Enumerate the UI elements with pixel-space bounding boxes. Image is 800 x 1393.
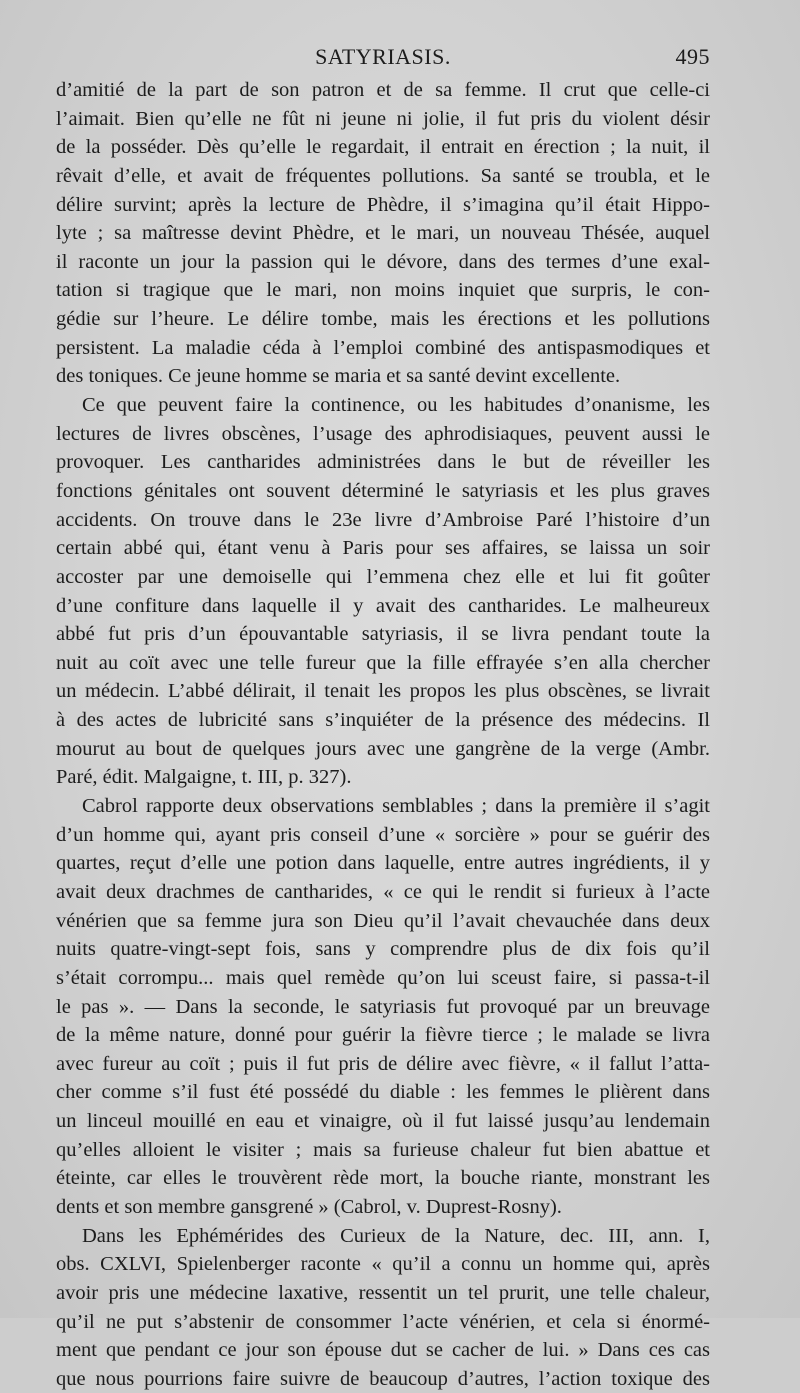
text-line: mourut au bout de quelques jours avec une gangrène de la verge (Ambr. bbox=[56, 737, 710, 760]
text-line: Cabrol rapporte deux observations semblables ; dans la première il s’agit bbox=[82, 795, 710, 818]
text-line: le pas ». — Dans la seconde, le satyriasis fut provoqué par un breuvage bbox=[56, 995, 710, 1018]
text-line: provoquer. Les cantharides administrées dans le but de réveiller les bbox=[56, 451, 710, 474]
text-line: d’un homme qui, ayant pris conseil d’une « sorcière » pour se guérir des bbox=[56, 823, 710, 846]
text-line: fonctions génitales ont souvent déterminé le satyriasis et les plus graves bbox=[56, 479, 710, 502]
text-line: Ce que peuvent faire la continence, ou les habitudes d’onanisme, les bbox=[82, 394, 710, 417]
text-line: un médecin. L’abbé délirait, il tenait les propos les plus obscènes, se livrait bbox=[56, 680, 710, 703]
running-header bbox=[56, 38, 710, 72]
text-line: lectures de livres obscènes, l’usage des aphrodisiaques, peuvent aussi le bbox=[56, 422, 710, 445]
body-text bbox=[56, 76, 710, 1393]
text-line: avait deux drachmes de cantharides, « ce qui le rendit si furieux à l’acte bbox=[56, 880, 710, 903]
text-line: persistent. La maladie céda à l’emploi combiné des antispasmodiques et bbox=[56, 336, 710, 359]
text-line: éteinte, car elles le trouvèrent rède mort, la bouche riante, monstrant les bbox=[56, 1167, 710, 1190]
text-line: de la même nature, donné pour guérir la fièvre tierce ; le malade se livra bbox=[56, 1024, 710, 1047]
text-line: à des actes de lubricité sans s’inquiéter de la présence des médecins. Il bbox=[56, 709, 710, 732]
text-line: accidents. On trouve dans le 23e livre d’Ambroise Paré l’histoire d’un bbox=[56, 508, 710, 531]
text-line: vénérien que sa femme jura son Dieu qu’il l’avait chevauchée dans deux bbox=[56, 909, 710, 932]
text-line: ment que pendant ce jour son épouse dut se cacher de lui. » Dans ces cas bbox=[56, 1339, 710, 1362]
text-line: avec fureur au coït ; puis il fut pris de délire avec fièvre, « il fallut l’atta- bbox=[56, 1052, 710, 1075]
page-number: 495 bbox=[675, 44, 710, 69]
text-line: tation si tragique que le mari, non moins inquiet que surpris, le con- bbox=[56, 279, 710, 302]
text-line: nuit au coït avec une telle fureur que la fille effrayée s’en alla chercher bbox=[56, 651, 710, 674]
text-line: un linceul mouillé en eau et vinaigre, où il fut laissé jusqu’au lendemain bbox=[56, 1110, 710, 1133]
text-line: avoir pris une médecine laxative, ressentit un tel prurit, une telle chaleur, bbox=[56, 1281, 710, 1304]
text-line: abbé fut pris d’un épouvantable satyriasis, il se livra pendant toute la bbox=[56, 623, 710, 646]
text-line: dents et son membre gansgrené » (Cabrol, v. Duprest-Rosny). bbox=[56, 1195, 562, 1218]
text-line: de la posséder. Dès qu’elle le regardait, il entrait en érection ; la nuit, il bbox=[56, 136, 710, 159]
text-line: Paré, édit. Malgaigne, t. III, p. 327). bbox=[56, 766, 352, 789]
text-line: gédie sur l’heure. Le délire tombe, mais les érections et les pollutions bbox=[56, 308, 710, 331]
text-line: l’aimait. Bien qu’elle ne fût ni jeune ni jolie, il fut pris du violent désir bbox=[56, 107, 710, 130]
text-line: qu’il ne put s’abstenir de consommer l’acte vénérien, et cela si énormé- bbox=[56, 1310, 710, 1333]
text-line: d’amitié de la part de son patron et de sa femme. Il crut que celle-ci bbox=[56, 79, 710, 101]
text-line: accoster par une demoiselle qui l’emmena chez elle et lui fit goûter bbox=[56, 565, 710, 588]
text-line: obs. CXLVI, Spielenberger raconte « qu’il a connu un homme qui, après bbox=[56, 1253, 710, 1276]
text-line: qu’elles alloient le visiter ; mais sa furieuse chaleur fut bien abattue et bbox=[56, 1138, 710, 1161]
text-line: que nous pourrions faire suivre de beaucoup d’autres, l’action toxique des bbox=[56, 1367, 710, 1390]
text-line: lyte ; sa maîtresse devint Phèdre, et le mari, un nouveau Thésée, auquel bbox=[56, 222, 710, 245]
text-line: rêvait d’elle, et avait de fréquentes pollutions. Sa santé se troubla, et le bbox=[56, 164, 710, 187]
text-line: il raconte un jour la passion qui le dévore, dans des termes d’une exal- bbox=[56, 250, 710, 273]
text-line: délire survint; après la lecture de Phèdre, il s’imagina qu’il était Hippo- bbox=[56, 193, 710, 216]
text-line: s’était corrompu... mais quel remède qu’on lui sceust faire, si passa-t-il bbox=[56, 966, 710, 989]
text-line: cher comme s’il fust été possédé du diable : les femmes le plièrent dans bbox=[56, 1081, 710, 1104]
text-line: des toniques. Ce jeune homme se maria et sa santé devint excellente. bbox=[56, 365, 621, 388]
text-line: quartes, reçut d’elle une potion dans laquelle, entre autres ingrédients, il y bbox=[56, 852, 710, 875]
text-line: nuits quatre-vingt-sept fois, sans y comprendre plus de dix fois qu’il bbox=[56, 938, 710, 961]
text-line: d’une confiture dans laquelle il y avait des cantharides. Le malheureux bbox=[56, 594, 710, 617]
book-page bbox=[56, 38, 710, 1393]
running-title: SATYRIASIS. bbox=[315, 44, 451, 69]
text-line: Dans les Ephémérides des Curieux de la Nature, dec. III, ann. I, bbox=[82, 1224, 710, 1247]
text-line: certain abbé qui, étant venu à Paris pour ses affaires, se laissa un soir bbox=[56, 537, 710, 560]
